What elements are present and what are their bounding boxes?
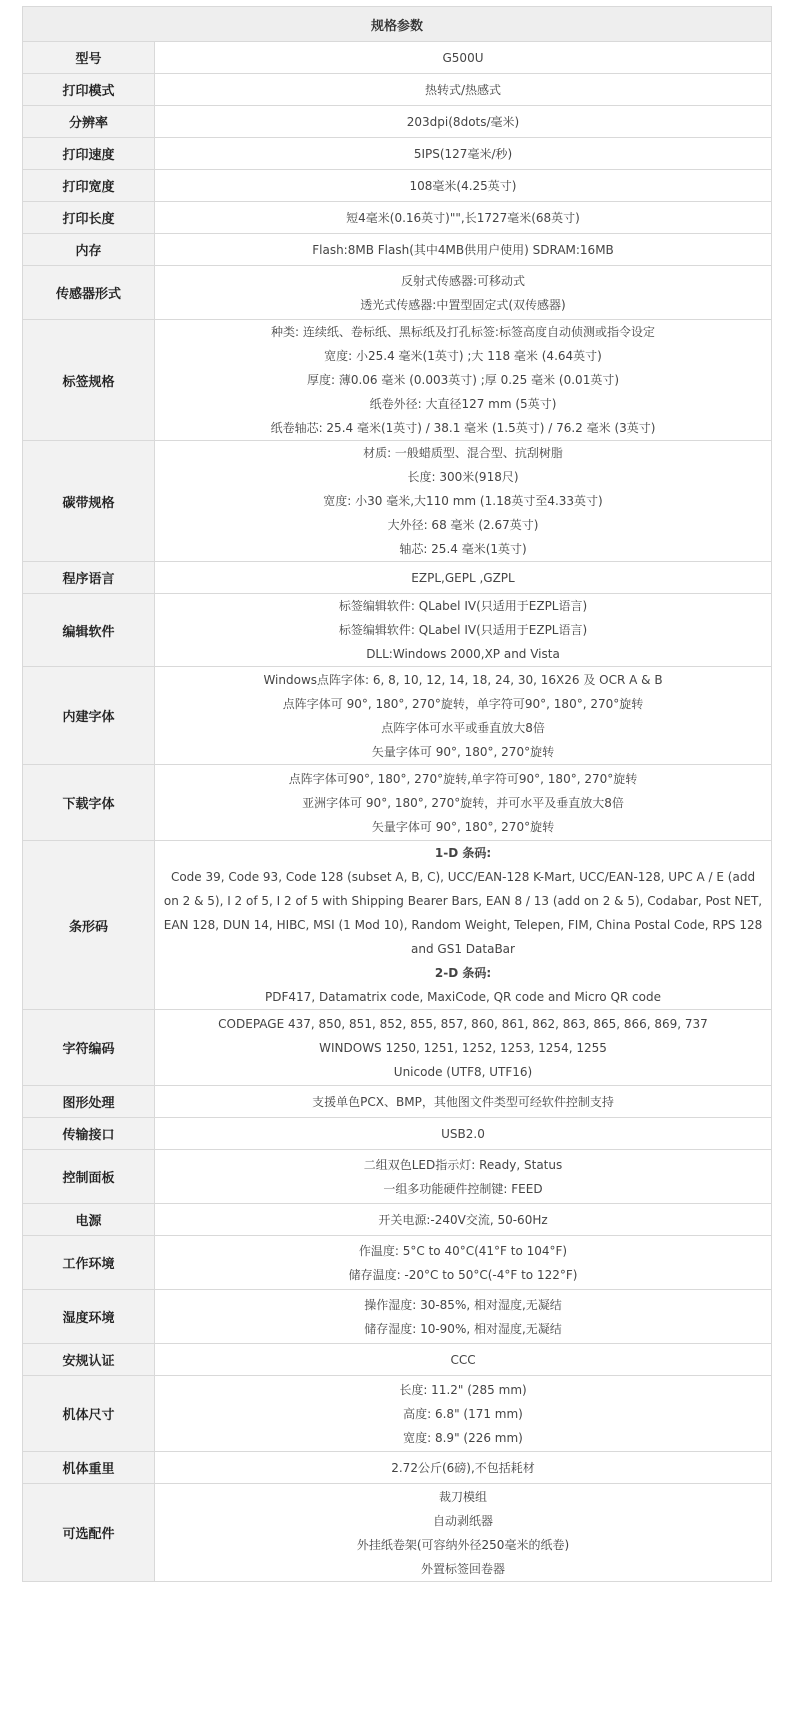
row-label: 字符编码 — [23, 1010, 155, 1086]
value-line: 轴芯: 25.4 毫米(1英寸) — [399, 542, 527, 556]
table-row — [23, 202, 772, 234]
row-label: 打印长度 — [23, 202, 155, 234]
value-line: CODEPAGE 437, 850, 851, 852, 855, 857, 860, 861, 862, 863, 865, 866, 869, 737 — [218, 1016, 708, 1031]
value-line: 纸卷轴芯: 25.4 毫米(1英寸) / 38.1 毫米 (1.5英寸) / 76.2 毫米 (3英寸) — [270, 421, 656, 435]
value-line: 作温度: 5°C to 40°C(41°F to 104°F) — [358, 1243, 568, 1258]
row-value — [155, 1204, 772, 1236]
barcode-2d-heading: 2-D 条码: — [434, 966, 492, 980]
row-value — [155, 841, 772, 1010]
table-row — [23, 1086, 772, 1118]
row-value — [155, 170, 772, 202]
row-value — [155, 234, 772, 266]
row-label: 下载字体 — [23, 765, 155, 841]
value-line: 203dpi(8dots/毫米) — [406, 114, 520, 129]
value-line: 储存温度: -20°C to 50°C(-4°F to 122°F) — [348, 1267, 578, 1282]
table-row — [23, 1484, 772, 1582]
barcode-1d-list: Code 39, Code 93, Code 128 (subset A, B, C), UCC/EAN-128 K-Mart, UCC/EAN-128, UPC A / E (add on 2 & 5), I 2 of 5, I 2 of 5 with Shipping Bearer Bars, EAN 8 / 13 (add on 2 & 5), Codabar, Post NET, EAN 128, DUN 14, HIBC, MSI (1 Mod 10), Random Weight, Telepen, FIM, China Postal Code, RPS 128 and GS1 DataBar — [163, 870, 763, 956]
row-value — [155, 765, 772, 841]
row-label: 传输接口 — [23, 1118, 155, 1150]
table-row — [23, 1236, 772, 1290]
value-line: 矢量字体可 90°, 180°, 270°旋转 — [371, 744, 555, 759]
row-label: 编辑软件 — [23, 594, 155, 667]
row-label: 分辨率 — [23, 106, 155, 138]
row-label: 控制面板 — [23, 1150, 155, 1204]
row-label: 程序语言 — [23, 562, 155, 594]
value-line: Flash:8MB Flash(其中4MB供用户使用) SDRAM:16MB — [312, 242, 614, 257]
row-value — [155, 1452, 772, 1484]
value-line: 热转式/热感式 — [424, 82, 502, 97]
table-row — [23, 170, 772, 202]
header-row — [23, 7, 772, 42]
value-line: 点阵字体可 90°, 180°, 270°旋转，单字符可90°, 180°, 270°旋转 — [282, 696, 644, 711]
row-label: 机体重里 — [23, 1452, 155, 1484]
value-line: CCC — [450, 1352, 476, 1367]
table-row — [23, 266, 772, 320]
row-label: 条形码 — [23, 841, 155, 1010]
table-row — [23, 138, 772, 170]
value-line: 宽度: 小25.4 毫米(1英寸) ;大 118 毫米 (4.64英寸) — [324, 349, 602, 363]
value-line: 大外径: 68 毫米 (2.67英寸) — [387, 518, 539, 532]
value-line: Windows点阵字体: 6, 8, 10, 12, 14, 18, 24, 30, 16X26 及 OCR A & B — [263, 672, 663, 687]
value-line: 高度: 6.8" (171 mm) — [403, 1406, 523, 1421]
row-value — [155, 1484, 772, 1582]
row-value — [155, 202, 772, 234]
value-line: 点阵字体可90°, 180°, 270°旋转,单字符可90°, 180°, 270°旋转 — [288, 771, 638, 786]
table-row — [23, 234, 772, 266]
value-line: WINDOWS 1250, 1251, 1252, 1253, 1254, 1255 — [319, 1040, 607, 1055]
value-line: 2.72公斤(6磅),不包括耗材 — [391, 1460, 535, 1475]
value-line: 裁刀模组 — [439, 1489, 488, 1504]
table-row — [23, 667, 772, 765]
row-label: 传感器形式 — [23, 266, 155, 320]
value-line: 宽度: 小30 毫米,大110 mm (1.18英寸至4.33英寸) — [323, 494, 603, 508]
row-value — [155, 266, 772, 320]
row-value — [155, 1344, 772, 1376]
spec-rows-group-2 — [23, 1010, 772, 1582]
value-line: 108毫米(4.25英寸) — [409, 178, 517, 193]
value-line: 厚度: 薄0.06 毫米 (0.003英寸) ;厚 0.25 毫米 (0.01英寸) — [306, 373, 620, 387]
row-label: 内建字体 — [23, 667, 155, 765]
value-line: 纸卷外径: 大直径127 mm (5英寸) — [369, 397, 557, 411]
value-line: 宽度: 8.9" (226 mm) — [403, 1430, 523, 1445]
row-label: 机体尺寸 — [23, 1376, 155, 1452]
value-line: 自动剥纸器 — [433, 1513, 494, 1528]
barcode-2d-list: PDF417, Datamatrix code, MaxiCode, QR code and Micro QR code — [265, 990, 661, 1004]
value-line: 一组多功能硬件控制键: FEED — [383, 1181, 543, 1196]
value-line: 储存湿度: 10-90%, 相对湿度,无凝结 — [364, 1321, 562, 1336]
row-label: 碳带规格 — [23, 441, 155, 562]
value-line: 外置标签回卷器 — [421, 1561, 506, 1576]
row-value — [155, 74, 772, 106]
value-line: 矢量字体可 90°, 180°, 270°旋转 — [371, 819, 555, 834]
row-value — [155, 1118, 772, 1150]
table-row — [23, 594, 772, 667]
value-line: 操作湿度: 30-85%, 相对湿度,无凝结 — [364, 1297, 562, 1312]
value-line: 长度: 300米(918尺) — [407, 470, 519, 484]
value-line: 二组双色LED指示灯: Ready, Status — [363, 1157, 563, 1172]
table-row-barcode — [23, 841, 772, 1010]
row-label: 可选配件 — [23, 1484, 155, 1582]
row-value — [155, 1236, 772, 1290]
value-line: 材质: 一般蜡质型、混合型、抗刮树脂 — [363, 446, 563, 460]
table-header: 规格参数 — [23, 7, 772, 42]
row-label: 湿度环境 — [23, 1290, 155, 1344]
value-line: 标签编辑软件: QLabel IV(只适用于EZPL语言) — [338, 623, 588, 637]
row-label: 电源 — [23, 1204, 155, 1236]
table-row — [23, 320, 772, 441]
row-value — [155, 1150, 772, 1204]
row-value — [155, 1010, 772, 1086]
row-label: 标签规格 — [23, 320, 155, 441]
barcode-group — [23, 841, 772, 1010]
row-value — [155, 667, 772, 765]
row-value — [155, 1376, 772, 1452]
row-label: 型号 — [23, 42, 155, 74]
table-row — [23, 441, 772, 562]
row-value — [155, 594, 772, 667]
value-line: G500U — [442, 50, 484, 65]
value-line: 反射式传感器:可移动式 — [400, 273, 526, 288]
value-line: 开关电源:-240V交流, 50-60Hz — [378, 1212, 548, 1227]
value-line: 亚洲字体可 90°, 180°, 270°旋转，并可水平及垂直放大8倍 — [302, 795, 624, 810]
value-line: 短4毫米(0.16英寸)"",长1727毫米(68英寸) — [346, 210, 580, 225]
value-line: 5IPS(127毫米/秒) — [413, 146, 513, 161]
spec-rows-group-1 — [23, 42, 772, 841]
row-value — [155, 562, 772, 594]
table-row — [23, 1344, 772, 1376]
row-label: 打印宽度 — [23, 170, 155, 202]
row-value — [155, 1086, 772, 1118]
row-label: 打印模式 — [23, 74, 155, 106]
value-line: Unicode (UTF8, UTF16) — [393, 1064, 533, 1079]
table-row — [23, 106, 772, 138]
row-label: 打印速度 — [23, 138, 155, 170]
row-value — [155, 441, 772, 562]
table-row — [23, 562, 772, 594]
table-row — [23, 765, 772, 841]
row-value — [155, 106, 772, 138]
barcode-1d-heading: 1-D 条码: — [434, 846, 492, 860]
row-label: 内存 — [23, 234, 155, 266]
value-line: USB2.0 — [441, 1126, 485, 1141]
table-row — [23, 1204, 772, 1236]
value-line: 点阵字体可水平或垂直放大8倍 — [381, 720, 545, 735]
value-line: 标签编辑软件: QLabel IV(只适用于EZPL语言) — [338, 599, 588, 613]
value-line: 种类: 连续纸、卷标纸、黑标纸及打孔标签:标签高度自动侦测或指令设定 — [271, 325, 655, 339]
value-line: 透光式传感器:中置型固定式(双传感器) — [360, 297, 566, 312]
value-line: 长度: 11.2" (285 mm) — [399, 1382, 527, 1397]
table-row — [23, 1150, 772, 1204]
table-row — [23, 1010, 772, 1086]
value-line: 外挂纸卷架(可容纳外径250毫米的纸卷) — [356, 1537, 570, 1552]
value-line: DLL:Windows 2000,XP and Vista — [366, 647, 560, 661]
table-row — [23, 1118, 772, 1150]
value-line: 支援单色PCX、BMP，其他图文件类型可经软件控制支持 — [312, 1094, 614, 1109]
row-label: 图形处理 — [23, 1086, 155, 1118]
value-line: EZPL,GEPL ,GZPL — [411, 570, 515, 585]
table-row — [23, 74, 772, 106]
row-value — [155, 42, 772, 74]
table-row — [23, 1452, 772, 1484]
table-row — [23, 42, 772, 74]
row-value — [155, 138, 772, 170]
row-label: 工作环境 — [23, 1236, 155, 1290]
table-row — [23, 1290, 772, 1344]
table-row — [23, 1376, 772, 1452]
row-value — [155, 1290, 772, 1344]
row-value — [155, 320, 772, 441]
spec-table — [22, 6, 772, 1582]
row-label: 安规认证 — [23, 1344, 155, 1376]
